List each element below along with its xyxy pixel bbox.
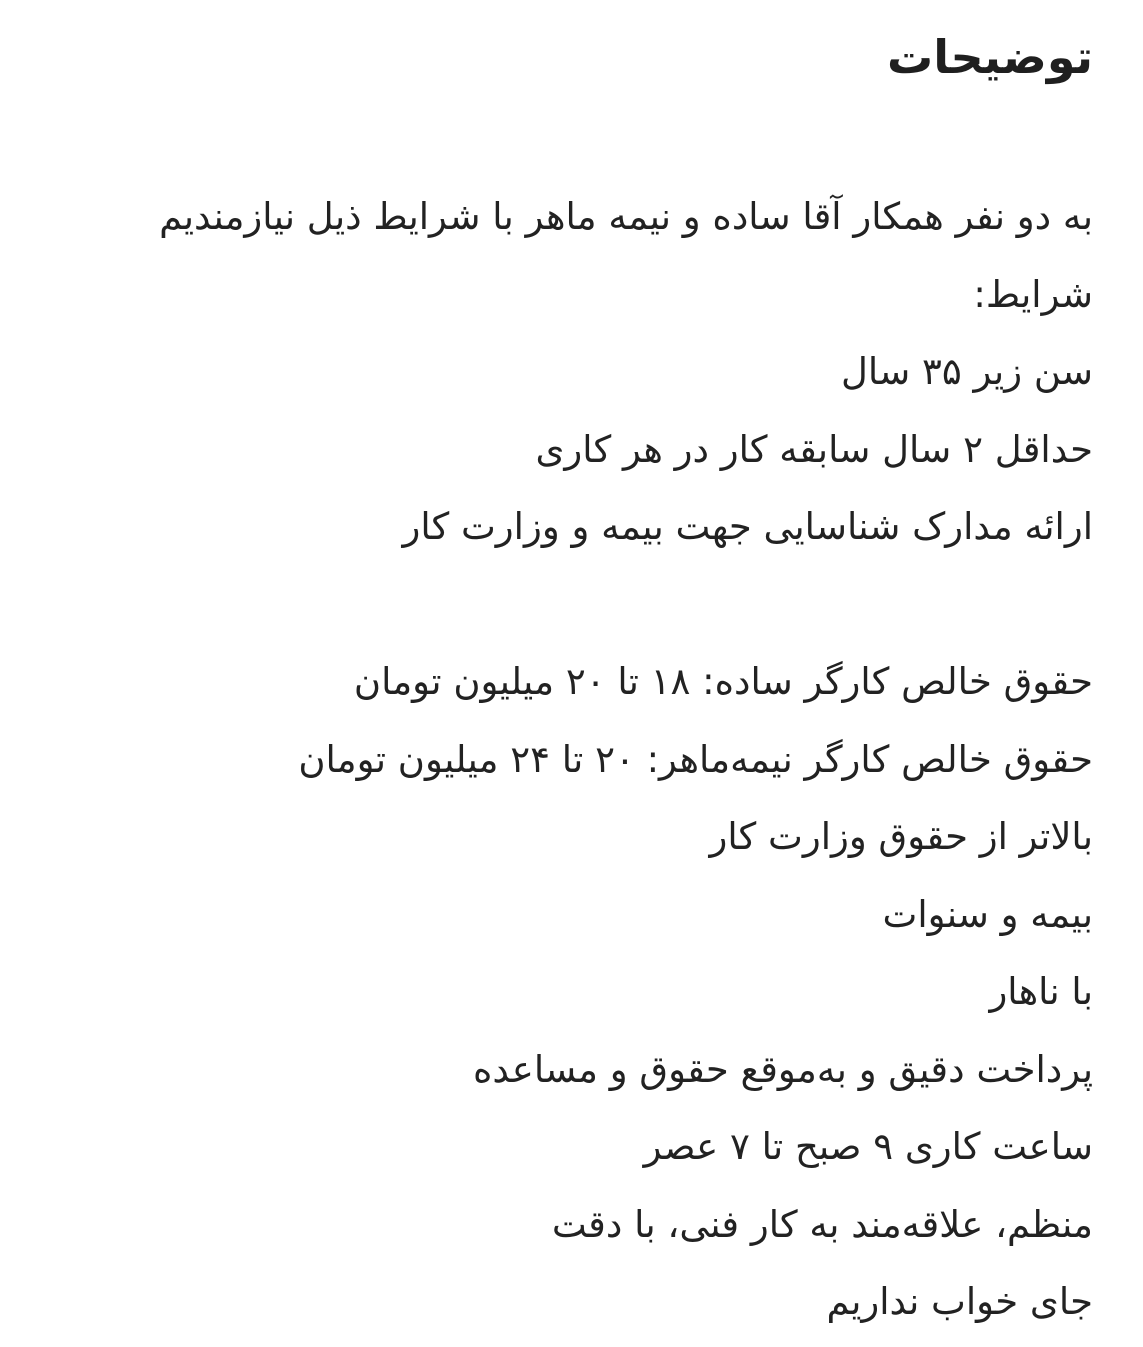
description-line-conditions-heading: شرایط: [973, 272, 1093, 316]
description-line-salary-simple: حقوق خالص کارگر ساده: ۱۸ تا ۲۰ میلیون تومان [353, 660, 1093, 703]
description-line-traits: منظم، علاقه‌مند به کار فنی، با دقت [551, 1202, 1093, 1246]
description-line-insurance: بیمه و سنوات [882, 892, 1093, 936]
description-line-payment: پرداخت دقیق و به‌موقع حقوق و مساعده [472, 1047, 1093, 1091]
description-line-documents: ارائه مدارک شناسایی جهت بیمه و وزارت کار [402, 505, 1093, 548]
section-title: توضیحات [887, 30, 1093, 84]
description-line-intro: به دو نفر همکار آقا ساده و نیمه ماهر با شرایط ذیل نیازمندیم [159, 195, 1093, 238]
blank-line [159, 566, 1093, 644]
description-line-experience: حداقل ۲ سال سابقه کار در هر کاری [535, 427, 1093, 471]
description-line-salary-semiskilled: حقوق خالص کارگر نیمه‌ماهر: ۲۰ تا ۲۴ میلیون تومان [298, 737, 1093, 781]
description-line-above-ministry: بالاتر از حقوق وزارت کار [709, 815, 1093, 858]
description-line-age: سن زیر ۳۵ سال [841, 350, 1093, 393]
description-line-hours: ساعت کاری ۹ صبح تا ۷ عصر [643, 1125, 1093, 1168]
description-line-no-accommodation: جای خواب نداریم [826, 1280, 1093, 1323]
description-line-lunch: با ناهار [989, 970, 1093, 1013]
description-body [159, 178, 1093, 1341]
